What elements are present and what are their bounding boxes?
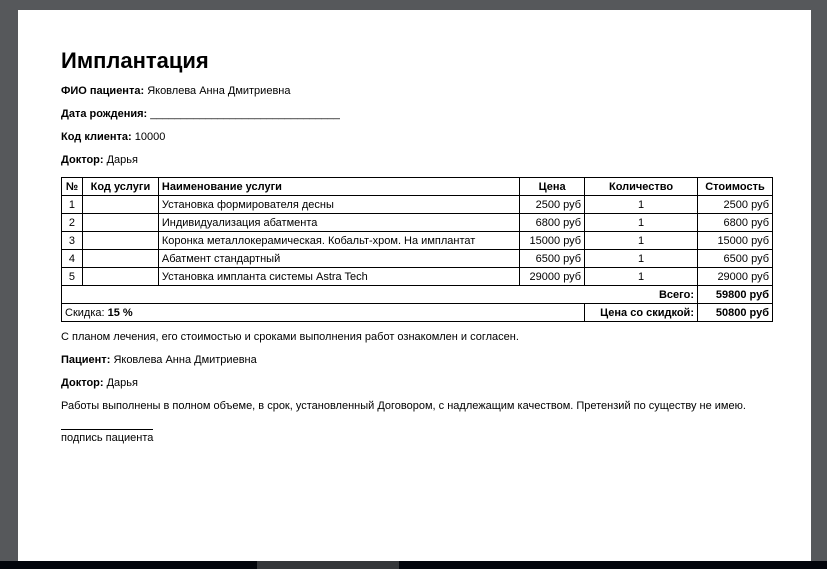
row-code: [82, 250, 158, 268]
horizontal-scrollbar[interactable]: [0, 561, 827, 569]
patient-line: Пациент: Яковлева Анна Дмитриевна: [61, 354, 257, 366]
row-cost: 6800 руб: [697, 214, 772, 232]
table-header: [62, 178, 773, 196]
header-cost: Стоимость: [697, 178, 772, 196]
row-name: Установка импланта системы Astra Tech: [158, 268, 519, 286]
total-value: 59800 руб: [715, 288, 769, 301]
row-name: Коронка металлокерамическая. Кобальт-хром. На имплантат: [158, 232, 519, 250]
signature-line: [61, 429, 153, 430]
signature-caption: подпись пациента: [61, 432, 154, 444]
table-row: [62, 250, 773, 268]
row-code: [82, 196, 158, 214]
doctor-line: Доктор: Дарья: [61, 377, 138, 389]
row-quantity: 1: [585, 196, 698, 214]
row-number: 5: [62, 268, 83, 286]
discounted-label: Цена со скидкой:: [600, 306, 694, 319]
row-code: [82, 214, 158, 232]
header-code: Код услуги: [82, 178, 158, 196]
doctor-field: Доктор: Дарья: [61, 154, 138, 166]
row-price: 6500 руб: [520, 250, 585, 268]
row-price: 2500 руб: [520, 196, 585, 214]
row-name: Абатмент стандартный: [158, 250, 519, 268]
scrollbar-thumb[interactable]: [257, 561, 399, 569]
page-title: Имплантация: [61, 48, 209, 73]
birth-date-field: Дата рождения: _______________________________: [61, 108, 340, 120]
row-code: [82, 268, 158, 286]
discounted-value: 50800 руб: [715, 306, 769, 319]
row-cost: 6500 руб: [697, 250, 772, 268]
row-number: 1: [62, 196, 83, 214]
row-cost: 2500 руб: [697, 196, 772, 214]
row-name: Установка формирователя десны: [158, 196, 519, 214]
header-number: №: [62, 178, 83, 196]
document-page: [18, 10, 811, 561]
row-quantity: 1: [585, 268, 698, 286]
header-quantity: Количество: [585, 178, 698, 196]
row-number: 3: [62, 232, 83, 250]
row-quantity: 1: [585, 250, 698, 268]
completion-text: Работы выполнены в полном объеме, в срок, установленный Договором, с надлежащим качеством. Претензий по существу не имею.: [61, 400, 746, 412]
discount-row: [62, 304, 773, 322]
row-quantity: 1: [585, 232, 698, 250]
row-quantity: 1: [585, 214, 698, 232]
row-cost: 29000 руб: [697, 268, 772, 286]
services-table: [61, 177, 773, 322]
table-row: [62, 196, 773, 214]
table-row: [62, 214, 773, 232]
client-code-field: Код клиента: 10000: [61, 131, 166, 143]
row-name: Индивидуализация абатмента: [158, 214, 519, 232]
row-cost: 15000 руб: [697, 232, 772, 250]
discount-label: Скидка:: [65, 306, 105, 319]
total-label: Всего:: [658, 288, 694, 301]
row-price: 29000 руб: [520, 268, 585, 286]
row-number: 4: [62, 250, 83, 268]
row-code: [82, 232, 158, 250]
row-number: 2: [62, 214, 83, 232]
header-price: Цена: [520, 178, 585, 196]
table-row: [62, 268, 773, 286]
patient-name-field: ФИО пациента: Яковлева Анна Дмитриевна: [61, 85, 291, 97]
row-price: 6800 руб: [520, 214, 585, 232]
header-name: Наименование услуги: [158, 178, 519, 196]
row-price: 15000 руб: [520, 232, 585, 250]
agreement-text: С планом лечения, его стоимостью и сроками выполнения работ ознакомлен и согласен.: [61, 331, 519, 343]
table-row: [62, 232, 773, 250]
total-row: [62, 286, 773, 304]
discount-value: 15 %: [107, 306, 133, 319]
